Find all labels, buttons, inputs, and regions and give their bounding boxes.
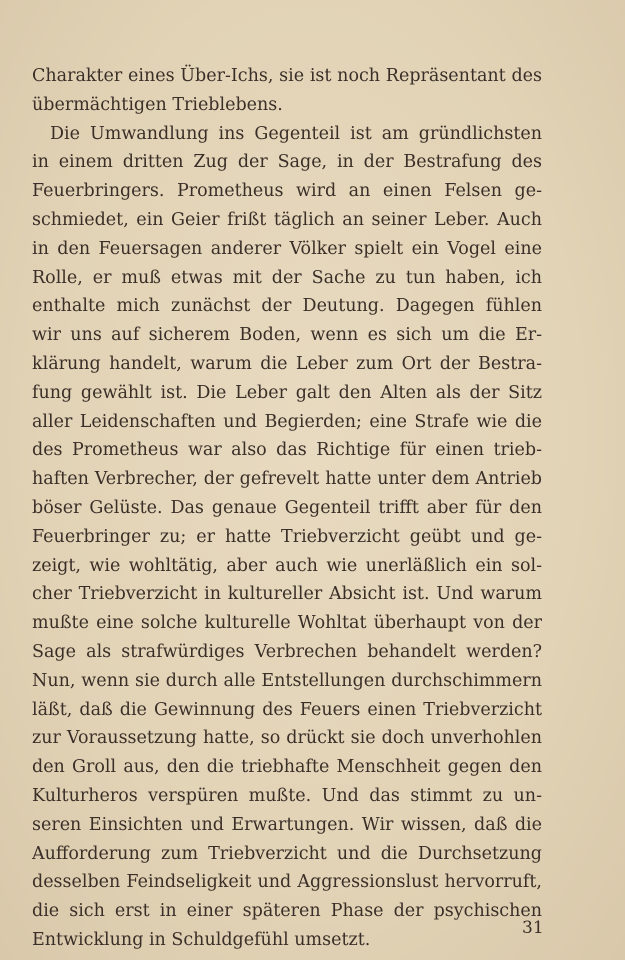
text-line: des Prometheus war also das Richtige für einen trieb- [32,440,542,461]
text-line: zeigt, wie wohltätig, aber auch wie unerläßlich ein sol- [32,555,542,576]
text-line: zur Voraussetzung hatte, so drückt sie doch unverhohlen [32,728,542,749]
text-line: Rolle, er muß etwas mit der Sache zu tun haben, ich [32,267,542,288]
body-text [32,62,542,955]
text-line: Feuerbringer zu; er hatte Triebverzicht geübt und ge- [32,526,542,547]
text-line: fung gewählt ist. Die Leber galt den Alten als der Sitz [32,382,542,403]
text-line: wir uns auf sicherem Boden, wenn es sich um die Er- [32,325,542,346]
page-number: 31 [522,918,544,938]
text-line: Aufforderung zum Triebverzicht und die Durchsetzung [32,843,542,864]
text-line: den Groll aus, den die triebhafte Menschheit gegen den [32,757,542,778]
text-line: Die Umwandlung ins Gegenteil ist am gründlichsten [50,123,542,144]
text-line: seren Einsichten und Erwartungen. Wir wissen, daß die [32,814,542,835]
text-line: haften Verbrecher, der gefrevelt hatte unter dem Antrieb [32,469,542,490]
text-line: enthalte mich zunächst der Deutung. Dagegen fühlen [32,296,542,317]
text-line: schmiedet, ein Geier frißt täglich an seiner Leber. Auch [32,209,542,230]
text-line: Kulturheros verspüren mußte. Und das stimmt zu un- [32,785,542,806]
text-line: Feuerbringers. Prometheus wird an einen Felsen ge- [32,181,542,202]
text-line: in den Feuersagen anderer Völker spielt ein Vogel eine [32,238,542,259]
text-line: läßt, daß die Gewinnung des Feuers einen Triebverzicht [32,699,542,720]
text-line: aller Leidenschaften und Begierden; eine Strafe wie die [32,411,542,432]
text-line: übermächtigen Trieblebens. [32,94,283,115]
text-line: Entwicklung in Schuldgefühl umsetzt. [32,929,371,950]
text-line: Sage als strafwürdiges Verbrechen behandelt werden? [32,641,542,662]
text-line: böser Gelüste. Das genaue Gegenteil trifft aber für den [32,497,542,518]
text-line: desselben Feindseligkeit und Aggressionslust hervorruft, [32,872,542,893]
text-line: cher Triebverzicht in kultureller Absicht ist. Und warum [32,584,542,605]
text-line: die sich erst in einer späteren Phase der psychischen [32,901,542,922]
text-line: in einem dritten Zug der Sage, in der Bestrafung des [32,152,542,173]
text-line: mußte eine solche kulturelle Wohltat überhaupt von der [32,613,542,634]
text-line: Charakter eines Über-Ichs, sie ist noch Repräsentant des [32,66,542,86]
text-line: Nun, wenn sie durch alle Entstellungen durchschimmern [32,670,542,691]
text-line: klärung handelt, warum die Leber zum Ort der Bestra- [32,353,542,374]
